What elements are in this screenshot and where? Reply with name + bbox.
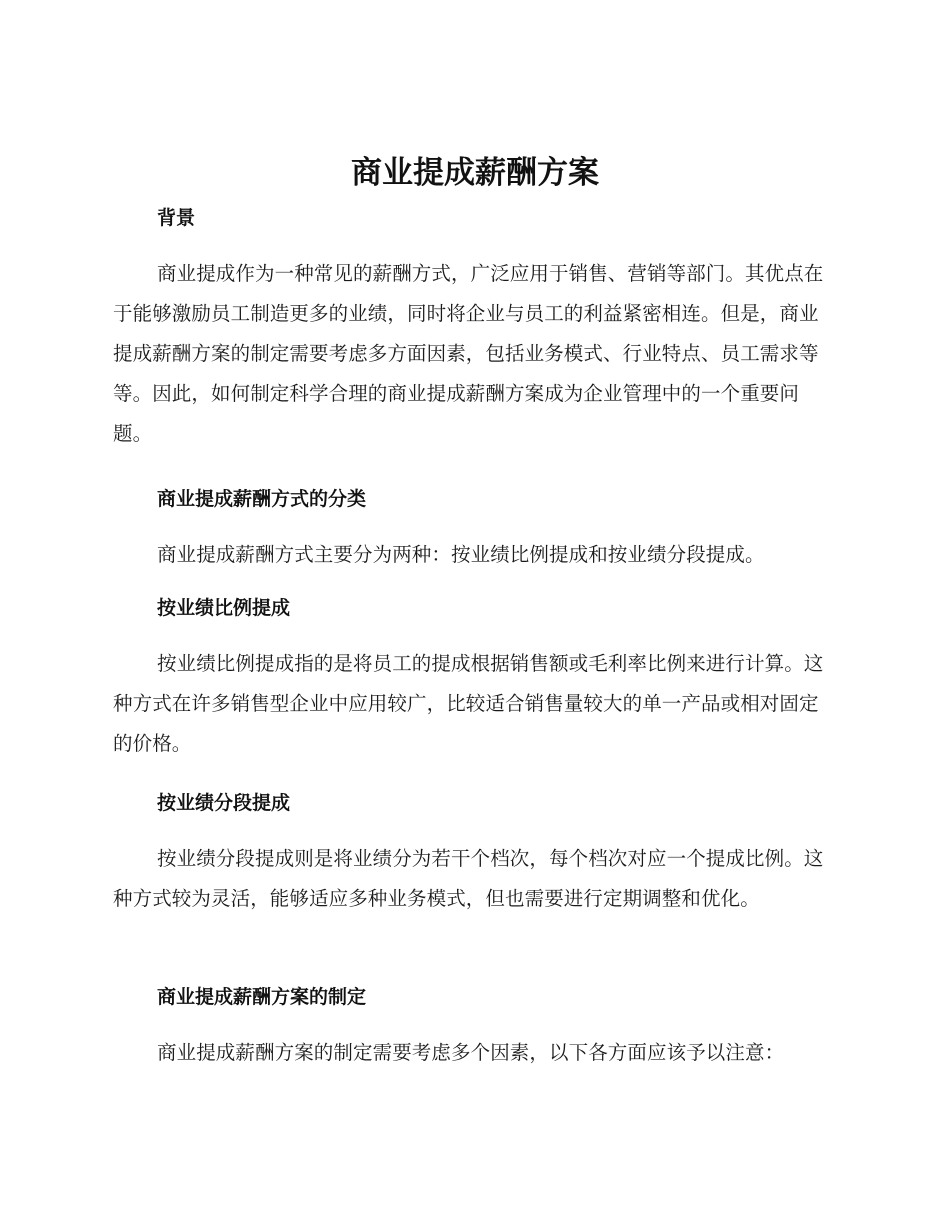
section-heading-ratio-commission: 按业绩比例提成 <box>157 597 291 619</box>
section-heading-classification: 商业提成薪酬方式的分类 <box>157 488 367 510</box>
document-title: 商业提成薪酬方案 <box>351 155 599 191</box>
section-paragraph-ratio-commission: 按业绩比例提成指的是将员工的提成根据销售额或毛利率比例来进行计算。这种方式在许多销售型企业中应用较广，比较适合销售量较大的单一产品或相对固定的价格。 <box>113 652 824 755</box>
section-heading-background: 背景 <box>157 207 196 229</box>
section-paragraph-background: 商业提成作为一种常见的薪酬方式，广泛应用于销售、营销等部门。其优点在于能够激励员工制造更多的业绩，同时将企业与员工的利益紧密相连。但是，商业提成薪酬方案的制定需要考虑多方面因素，包括业务模式、行业特点、员工需求等等。因此，如何制定科学合理的商业提成薪酬方案成为企业管理中的一个重要问题。 <box>113 262 824 445</box>
section-heading-tiered-commission: 按业绩分段提成 <box>157 792 291 814</box>
section-paragraph-classification: 商业提成薪酬方式主要分为两种：按业绩比例提成和按业绩分段提成。 <box>157 543 765 566</box>
section-heading-plan-design: 商业提成薪酬方案的制定 <box>157 986 367 1008</box>
section-paragraph-plan-design: 商业提成薪酬方案的制定需要考虑多个因素，以下各方面应该予以注意： <box>157 1041 785 1064</box>
section-paragraph-tiered-commission: 按业绩分段提成则是将业绩分为若干个档次，每个档次对应一个提成比例。这种方式较为灵活，能够适应多种业务模式，但也需要进行定期调整和优化。 <box>113 847 824 910</box>
